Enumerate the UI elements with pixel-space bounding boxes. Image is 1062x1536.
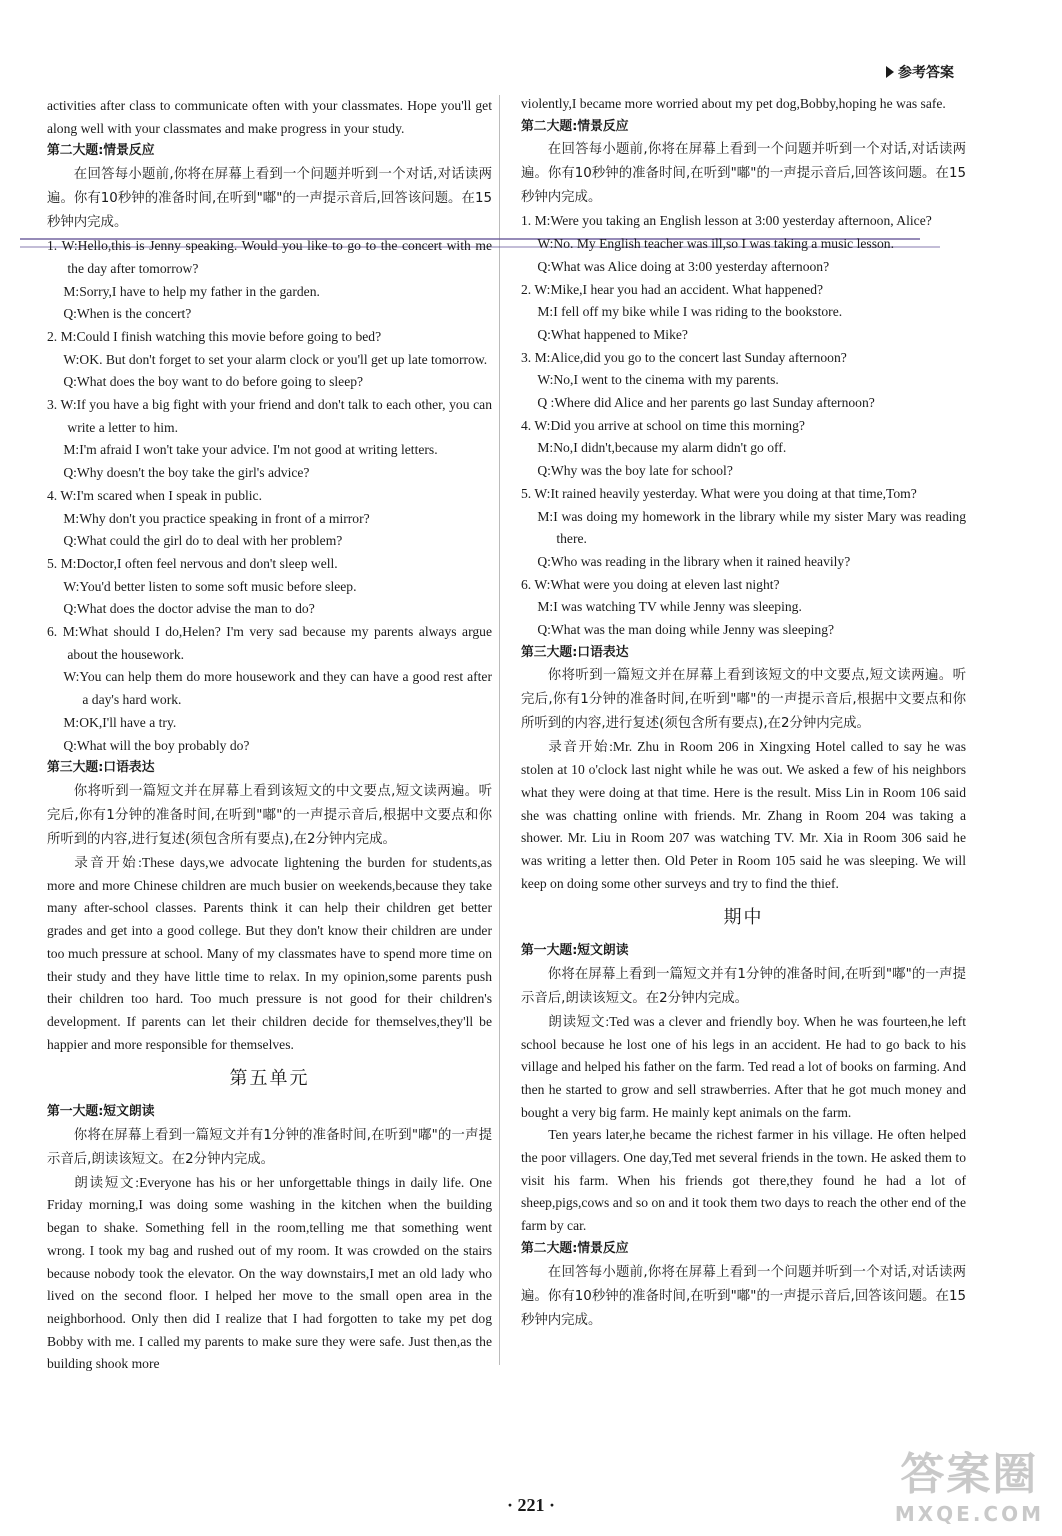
page-dot: · bbox=[506, 1495, 518, 1515]
dialogue-item bbox=[521, 574, 966, 642]
dialogue-line: 1. W:Hello,this is Jenny speaking. Would you like to go to the concert with me the day after tomorrow? bbox=[47, 238, 492, 276]
instructions: 你将听到一篇短文并在屏幕上看到该短文的中文要点,短文读两遍。听完后,你有1分钟的准备时间,在听到"嘟"的一声提示音后,根据中文要点和你所听到的内容,进行复述(须包含所有要点),在2分钟内完成。 bbox=[521, 668, 966, 732]
dialogue-line: M:Sorry,I have to help my father in the garden. bbox=[63, 283, 320, 299]
dialogue-line: 5. W:It rained heavily yesterday. What were you doing at that time,Tom? bbox=[521, 485, 917, 501]
dialogue-item bbox=[521, 347, 966, 415]
dialogue-line: W:No. My English teacher was ill,so I was taking a music lesson. bbox=[537, 236, 894, 252]
instructions: 你将在屏幕上看到一篇短文并有1分钟的准备时间,在听到"嘟"的一声提示音后,朗读该短文。在2分钟内完成。 bbox=[521, 966, 966, 1006]
dialogue-line: W:OK. But don't forget to set your alarm clock or you'll get up late tomorrow. bbox=[63, 351, 488, 367]
dialogue-question: Q:Why was the boy late for school? bbox=[537, 463, 733, 479]
dialogue-line: 4. W:I'm scared when I speak in public. bbox=[47, 487, 262, 503]
dialogue-line: 2. W:Mike,I hear you had an accident. What happened? bbox=[521, 281, 824, 297]
passage: 录音开始:These days,we advocate lightening the burden for students,as more and more Chinese children are much busier on weekends,because they take many after-school classes. Parents think it can help their children get better grades and get into a good college. But they don't know their children are under too much pressure at school. Many of my classmates have to spend more time on their study and they have little time to relax. In my opinion,some parents push their children too hard. Too much pressure is not good for their children's development. If parents can let their children decide for themselves,they'll be happier and more responsible for themselves. bbox=[47, 854, 492, 1052]
dialogue-question: Q:What was the man doing while Jenny was sleeping? bbox=[537, 622, 835, 638]
watermark-url: MXQE.COM bbox=[894, 1502, 1044, 1526]
dialogue-line: W:You can help them do more housework and they can have a good rest after a day's hard work. bbox=[63, 669, 492, 708]
dialogue-question: Q:What happened to Mike? bbox=[537, 326, 688, 342]
watermark-logo bbox=[895, 1438, 1044, 1526]
dialogue-line: W:You'd better listen to some soft music before sleep. bbox=[63, 578, 357, 594]
watermark-text: 答案圈 bbox=[900, 1449, 1039, 1500]
dialogue-question: Q:What could the girl do to deal with her problem? bbox=[63, 533, 343, 549]
dialogue-item bbox=[47, 235, 492, 326]
dialogue-question: Q:Who was reading in the library when it rained heavily? bbox=[537, 553, 851, 569]
dialogue-item bbox=[521, 483, 966, 574]
dialogue-line: 3. W:If you have a big fight with your friend and don't talk to each other, you can write a letter to him. bbox=[47, 397, 492, 435]
dialogue-line: M:OK,I'll have a try. bbox=[63, 714, 177, 730]
right-column bbox=[521, 93, 966, 1333]
instructions: 在回答每小题前,你将在屏幕上看到一个问题并听到一个对话,对话读两遍。你有10秒钟的准备时间,在听到"嘟"的一声提示音后,回答该问题。在15秒钟内完成。 bbox=[521, 1264, 966, 1328]
dialogue-line: M:I was doing my homework in the library while my sister Mary was reading there. bbox=[537, 508, 966, 547]
unit-title: 第五单元 bbox=[229, 1068, 310, 1090]
passage: 朗读短文:Ted was a clever and friendly boy. When he was fourteen,he left school because he lost one of his legs in an accident. He had to go back to his village and helped his father on the farm. Ted read a lot of books on farming. And then he started to grow and sell strawberries. After that he got much money and bought a very big farm. He mainly kept animals on the farm. bbox=[521, 1013, 966, 1120]
paragraph: activities after class to communicate often with your classmates. Hope you'll get along well with your classmates and make progress in your study. bbox=[47, 98, 492, 136]
passage: 朗读短文:Everyone has his or her unforgettable things in daily life. One Friday morning,I was doing some washing in the kitchen when the building began to shake. Something fell in the room,telling me that something went wrong. I took my bag and rushed out of my room. It was crowded on the stairs because nobody took the elevator. On the way downstairs,I met an old lady who lived on the second floor. I helped her move to the small open area in the neighborhood. Only then did I realize that I had forgotten to take my pet dog Bobby with me. I called my parents to make sure they were safe. Just then,as the building shook more bbox=[47, 1174, 492, 1372]
section-title: 第一大题:短文朗读 bbox=[47, 1104, 155, 1120]
page-header bbox=[886, 62, 954, 82]
dialogue-item bbox=[47, 394, 492, 485]
passage: Ten years later,he became the richest farmer in his village. He often helped the poor villagers. One day,Ted met several friends in the town. He asked them to visit his farm. When his friends got there,they found he had a lot of sheep,pigs,cows and so on and it took them two days to reach the other end of the farm by car. bbox=[521, 1127, 966, 1234]
dialogue-line: M:I fell off my bike while I was riding to the bookstore. bbox=[537, 304, 843, 320]
instructions: 在回答每小题前,你将在屏幕上看到一个问题并听到一个对话,对话读两遍。你有10秒钟的准备时间,在听到"嘟"的一声提示音后,回答该问题。在15秒钟内完成。 bbox=[521, 142, 966, 206]
dialogue-question: Q:What will the boy probably do? bbox=[63, 737, 250, 753]
dialogue-question: Q:When is the concert? bbox=[63, 306, 192, 322]
column-divider bbox=[499, 95, 500, 1365]
dialogue-line: 2. M:Could I finish watching this movie before going to bed? bbox=[47, 328, 382, 344]
section-title: 第二大题:情景反应 bbox=[521, 118, 629, 134]
section-title: 第三大题:口语表达 bbox=[47, 760, 155, 776]
dialogue-line: M:No,I didn't,because my alarm didn't go off. bbox=[537, 440, 787, 456]
dialogue-line: W:No,I went to the cinema with my parents. bbox=[537, 372, 779, 388]
dialogue-question: Q:Why doesn't the boy take the girl's advice? bbox=[63, 465, 310, 481]
dialogue-item bbox=[521, 415, 966, 483]
dialogue-line: 1. M:Were you taking an English lesson at 3:00 yesterday afternoon, Alice? bbox=[521, 213, 932, 229]
passage: 录音开始:Mr. Zhu in Room 206 in Xingxing Hotel called to say he was stolen at 10 o'clock last night while he was out. We asked a few of his neighbors what they were doing at that time. Here is the result. Miss Lin in Room 106 said she was chatting online with friends. Mr. Zhang in Room 204 was taking a shower. Mr. Liu in Room 207 was watching TV. Mr. Xia in Room 306 said he was writing a letter then. Old Peter in Room 105 said he was sleeping. We will keep on doing some other surveys and try to find the thief. bbox=[521, 739, 966, 891]
dialogue-line: M:Why don't you practice speaking in front of a mirror? bbox=[63, 510, 370, 526]
instructions: 你将在屏幕上看到一篇短文并有1分钟的准备时间,在听到"嘟"的一声提示音后,朗读该短文。在2分钟内完成。 bbox=[47, 1127, 492, 1167]
dialogue-item bbox=[521, 210, 966, 278]
dialogue-line: 3. M:Alice,did you go to the concert last Sunday afternoon? bbox=[521, 349, 847, 365]
dialogue-line: 6. W:What were you doing at eleven last night? bbox=[521, 576, 780, 592]
section-title: 第二大题:情景反应 bbox=[521, 1240, 629, 1256]
dialogue-question: Q:What does the boy want to do before going to sleep? bbox=[63, 374, 364, 390]
header-title: 参考答案 bbox=[898, 66, 954, 81]
dialogue-question: Q:What does the doctor advise the man to do? bbox=[63, 601, 315, 617]
midterm-title: 期中 bbox=[723, 907, 764, 929]
instructions: 在回答每小题前,你将在屏幕上看到一个问题并听到一个对话,对话读两遍。你有10秒钟的准备时间,在听到"嘟"的一声提示音后,回答该问题。在15秒钟内完成。 bbox=[47, 167, 492, 231]
dialogue-item bbox=[521, 279, 966, 347]
dialogue-item bbox=[47, 485, 492, 553]
dialogue-line: 4. W:Did you arrive at school on time this morning? bbox=[521, 417, 805, 433]
dialogue-item bbox=[47, 326, 492, 394]
triangle-icon bbox=[886, 66, 894, 78]
paragraph: violently,I became more worried about my pet dog,Bobby,hoping he was safe. bbox=[521, 96, 946, 111]
instructions: 你将听到一篇短文并在屏幕上看到该短文的中文要点,短文读两遍。听完后,你有1分钟的准备时间,在听到"嘟"的一声提示音后,根据中文要点和你所听到的内容,进行复述(须包含所有要点),在2分钟内完成。 bbox=[47, 783, 492, 847]
dialogue-question: Q :Where did Alice and her parents go last Sunday afternoon? bbox=[537, 395, 875, 411]
dialogue-line: M:I'm afraid I won't take your advice. I'm not good at writing letters. bbox=[63, 442, 438, 458]
page-number-value: 221 bbox=[517, 1495, 545, 1515]
dialogue-line: 5. M:Doctor,I often feel nervous and don't sleep well. bbox=[47, 555, 338, 571]
page-dot: · bbox=[544, 1495, 556, 1515]
section-title: 第三大题:口语表达 bbox=[521, 644, 629, 660]
dialogue-line: 6. M:What should I do,Helen? I'm very sad because my parents always argue about the housework. bbox=[47, 624, 492, 662]
section-title: 第二大题:情景反应 bbox=[47, 143, 155, 159]
dialogue-item bbox=[47, 621, 492, 757]
left-column bbox=[47, 95, 492, 1376]
dialogue-question: Q:What was Alice doing at 3:00 yesterday afternoon? bbox=[537, 258, 830, 274]
dialogue-line: M:I was watching TV while Jenny was sleeping. bbox=[537, 599, 802, 615]
dialogue-item bbox=[47, 553, 492, 621]
section-title: 第一大题:短文朗读 bbox=[521, 943, 629, 959]
